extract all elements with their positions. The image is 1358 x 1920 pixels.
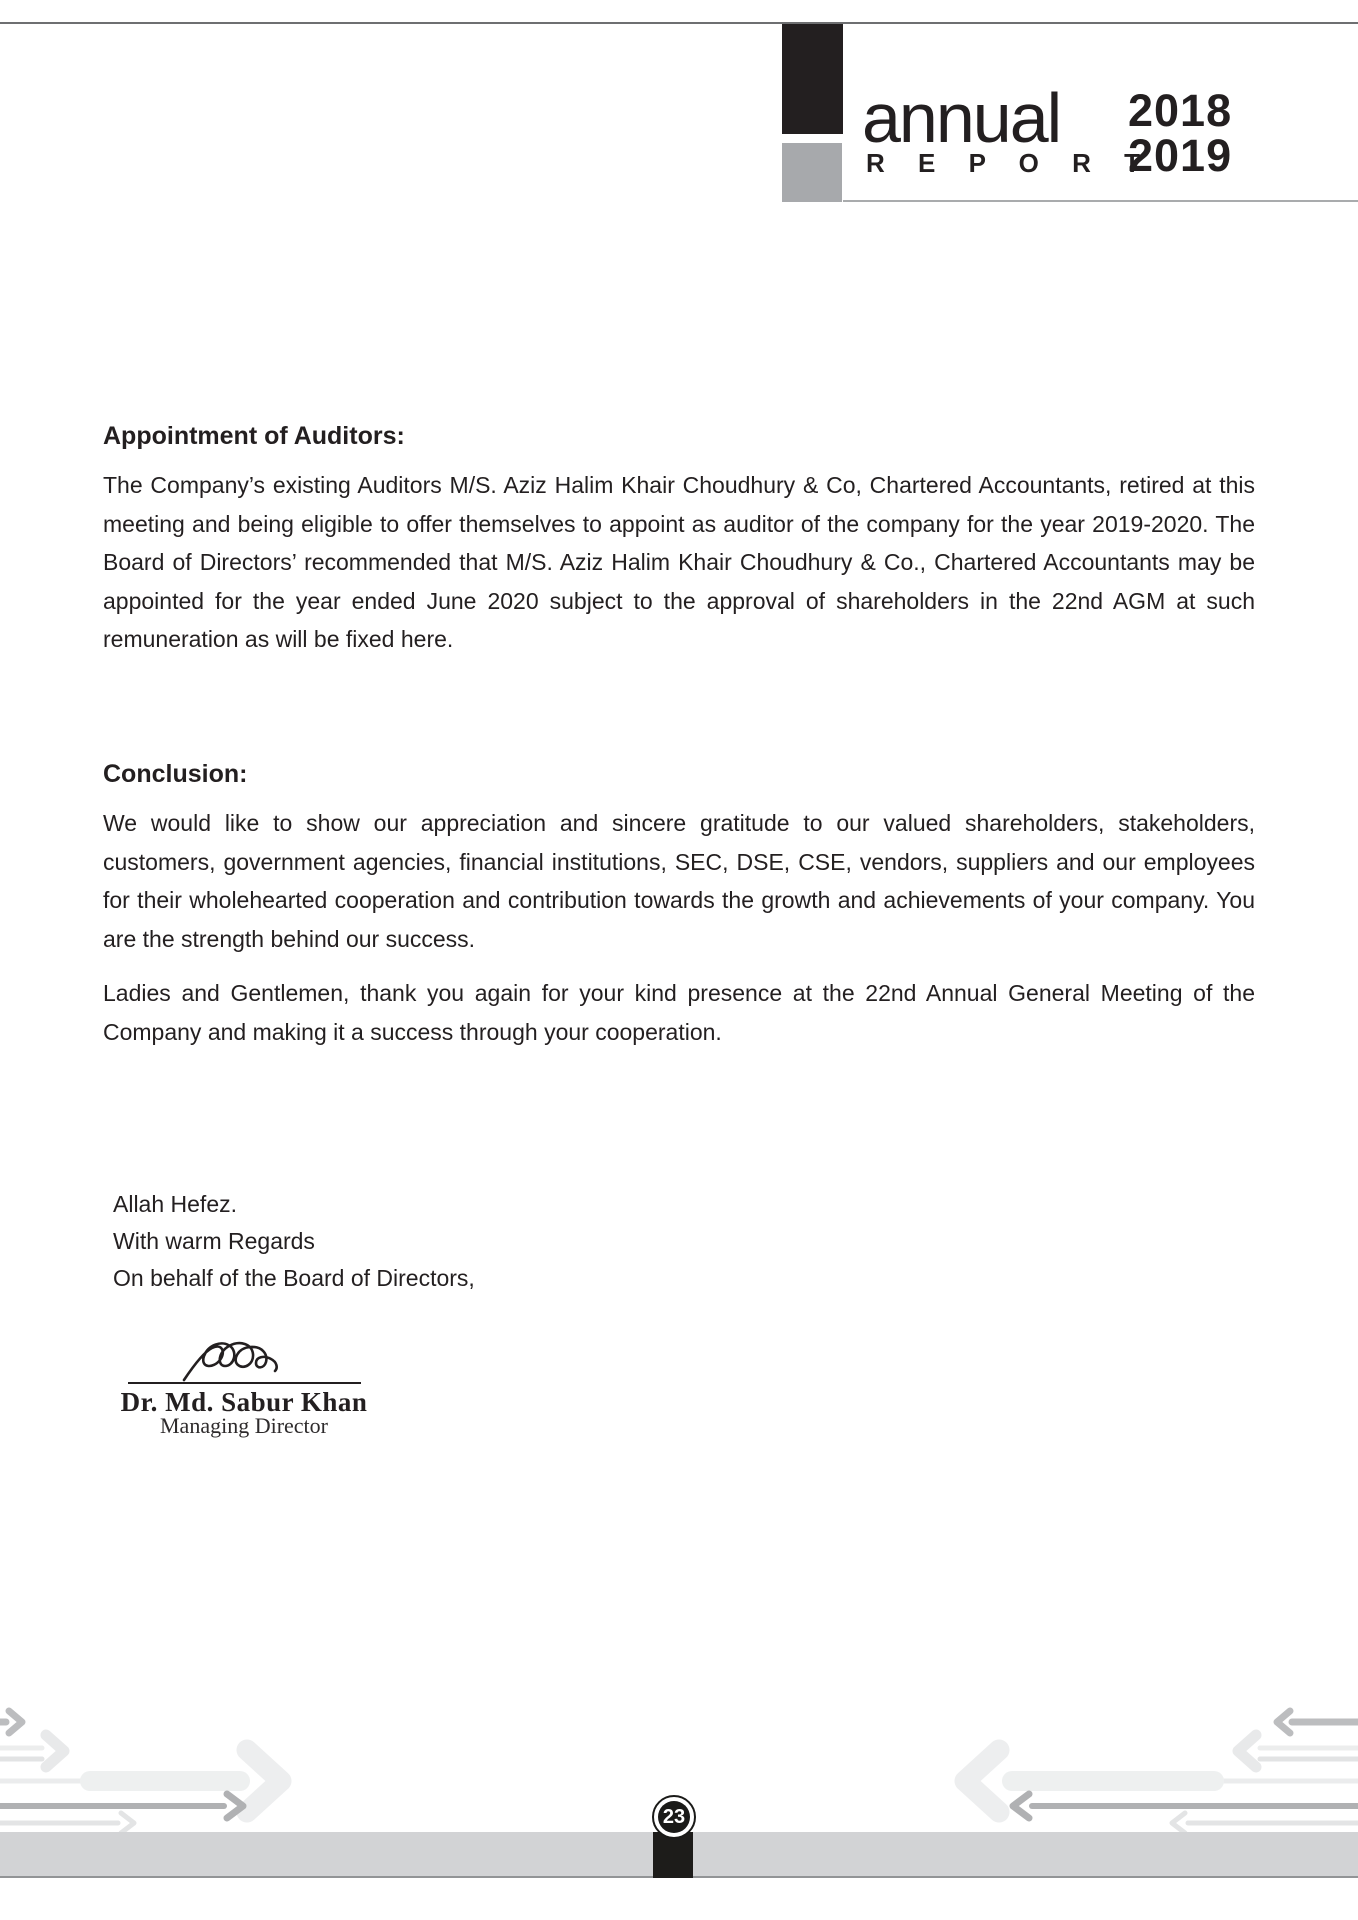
annual-report-years [1128, 85, 1233, 181]
paragraph-conclusion-2: Ladies and Gentlemen, thank you again for your kind presence at the 22nd Annual General Meeting of the Company and making it a success through your cooperation. [103, 980, 1255, 1045]
closing-line-1: Allah Hefez. [113, 1191, 238, 1217]
logo-underline-divider [843, 200, 1358, 202]
closing-line-3: On behalf of the Board of Directors, [113, 1265, 475, 1291]
page-number: 23 [658, 1801, 690, 1833]
heading-appointment-of-auditors: Appointment of Auditors: [103, 422, 405, 450]
top-rule-divider [0, 22, 1358, 24]
logo-gray-block [782, 143, 842, 202]
page-number-badge [652, 1795, 696, 1839]
heading-conclusion: Conclusion: [103, 760, 248, 788]
year-bottom: 2019 [1128, 130, 1233, 181]
paragraph-conclusion-1: We would like to show our appreciation and sincere gratitude to our valued shareholders, stakeholders, customers, government agencies, financial institutions, SEC, DSE, CSE, vendors, suppliers and our employees for their wholehearted cooperation and contribution towards the growth and achievements of your company. You are the strength behind our success. [103, 810, 1255, 952]
annual-report-logo-word: annual [862, 79, 1061, 157]
year-top: 2018 [1128, 85, 1233, 136]
signature-rule [128, 1382, 361, 1384]
closing-line-2: With warm Regards [113, 1228, 315, 1254]
signature-name: Dr. Md. Sabur Khan [120, 1387, 368, 1417]
footer-arrows-right [965, 1711, 1358, 1832]
paragraph-appointment-of-auditors: The Company’s existing Auditors M/S. Aziz Halim Khair Choudhury & Co, Chartered Accountants, retired at this meeting and being eligible to offer themselves to appoint as auditor of the company for the year 2019-2020. The Board of Directors’ recommended that M/S. Aziz Halim Khair Choudhury & Co., Chartered Accountants may be appointed for the year ended June 2020 subject to the approval of shareholders in the 22nd AGM at such remuneration as will be fixed here. [103, 472, 1255, 653]
footer-arrows-left [0, 1711, 281, 1832]
signature-title: Managing Director [160, 1413, 328, 1438]
logo-black-block [782, 24, 843, 134]
signature-scribble-icon [182, 1338, 282, 1384]
closing-block [113, 1186, 475, 1297]
annual-report-logo-subword: R E P O R T [866, 148, 1153, 178]
